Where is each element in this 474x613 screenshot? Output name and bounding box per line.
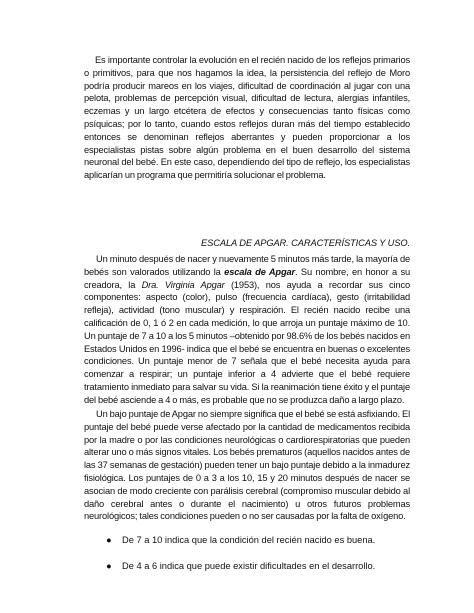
paragraph-bajo-puntaje: Un bajo puntaje de Apgar no siempre significa que el bebé se está asfixiando. El puntaje del bebé puede verse afectado por la cantidad de medicamentos recibida por la madre o por las condiciones neurológicas o cardiorespiratorias que pueden alterar uno o más signos vitales. Los bebés prematuros (aquellos nacidos antes de las 37 semanas de gestación) pueden tener un bajo puntaje debido a la inmadurez fisiológica. Los puntajes de 0 a 3 a los 10, 15 y 20 minutos después de nacer se asocian de modo creciente con parálisis cerebral (compromiso muscular debido al daño cerebral antes o durante el nacimiento) u otros futuros problemas neurológicos; tales condiciones pueden o no ser causadas por la falta de oxígeno. [84, 409, 410, 522]
list-item-text: De 4 a 6 indica que puede existir dificultades en el desarrollo. [122, 561, 376, 571]
paragraph-reflejos: Es importante controlar la evolución en el recién nacido de los reflejos primarios o primitivos, para que nos hagamos la idea, la persistencia del reflejo de Moro podría producir mareos en los viajes, dificultad de coordinación al jugar con una pelota, problemas de percepción visual, dificultad de lectura, alergias infantiles, eczemas y un largo etcétera de efectos y consecuencias tanto físicas como psíquicas; por lo tanto, cuando estos reflejos duran más del tiempo establecido entonces se denominan reflejos aberrantes y pueden proporcionar a los especialistas pistas sobre algún problema en el buen desarrollo del sistema neuronal del bebé. En este caso, dependiendo del tipo de reflejo, los especialistas aplicarían un programa que permitiría solucionar el problema. [84, 55, 410, 181]
list-item [104, 560, 404, 573]
bullet-list [104, 534, 404, 547]
bullet-list [104, 560, 404, 573]
paragraph-text: . Su nombre, en honor a su creadora, la [84, 266, 410, 290]
paragraph-text: Un minuto después de nacer y nuevamente 5 minutos más tarde, la mayoría de bebés son valorados utilizando la [84, 254, 410, 277]
paragraph-apgar-intro [84, 253, 410, 407]
bullet-icon: ● [106, 535, 112, 545]
author-name: Dra. Virginia Apgar [141, 279, 225, 290]
list-item [104, 534, 404, 547]
paragraph-text: (1953), nos ayuda a recordar sus cinco componentes: aspecto (color), pulso (frecuencia cardíaca), gesto (irritabilidad refleja), actividad (tono muscular) y respiración. El recién nacido recibe una calificación de 0, 1 ó 2 en cada medición, lo que arroja un puntaje máximo de 10. Un puntaje de 7 a 10 a los 5 minutos –obtenido por 98.6% de los bebés nacidos en Estados Unidos en 1996- indica que el bebé se encuentra en buenas o excelentes condiciones. Un puntaje menor de 7 señala que el bebé necesita ayuda para comenzar a respirar; un puntaje inferior a 4 advierte que el bebé requiere tratamiento inmediato para salvar su vida. Si la reanimación tiene éxito y el puntaje del bebé asciende a 4 o más, es probable que no se produzca daño a largo plazo. [84, 279, 411, 405]
section-heading: ESCALA DE APGAR. CARACTERÍSTICAS Y USO. [201, 238, 410, 248]
bullet-icon: ● [106, 561, 112, 571]
list-item-text: De 7 a 10 indica que la condición del recién nacido es buena. [122, 535, 376, 545]
apgar-term: escala de Apgar [224, 266, 295, 277]
